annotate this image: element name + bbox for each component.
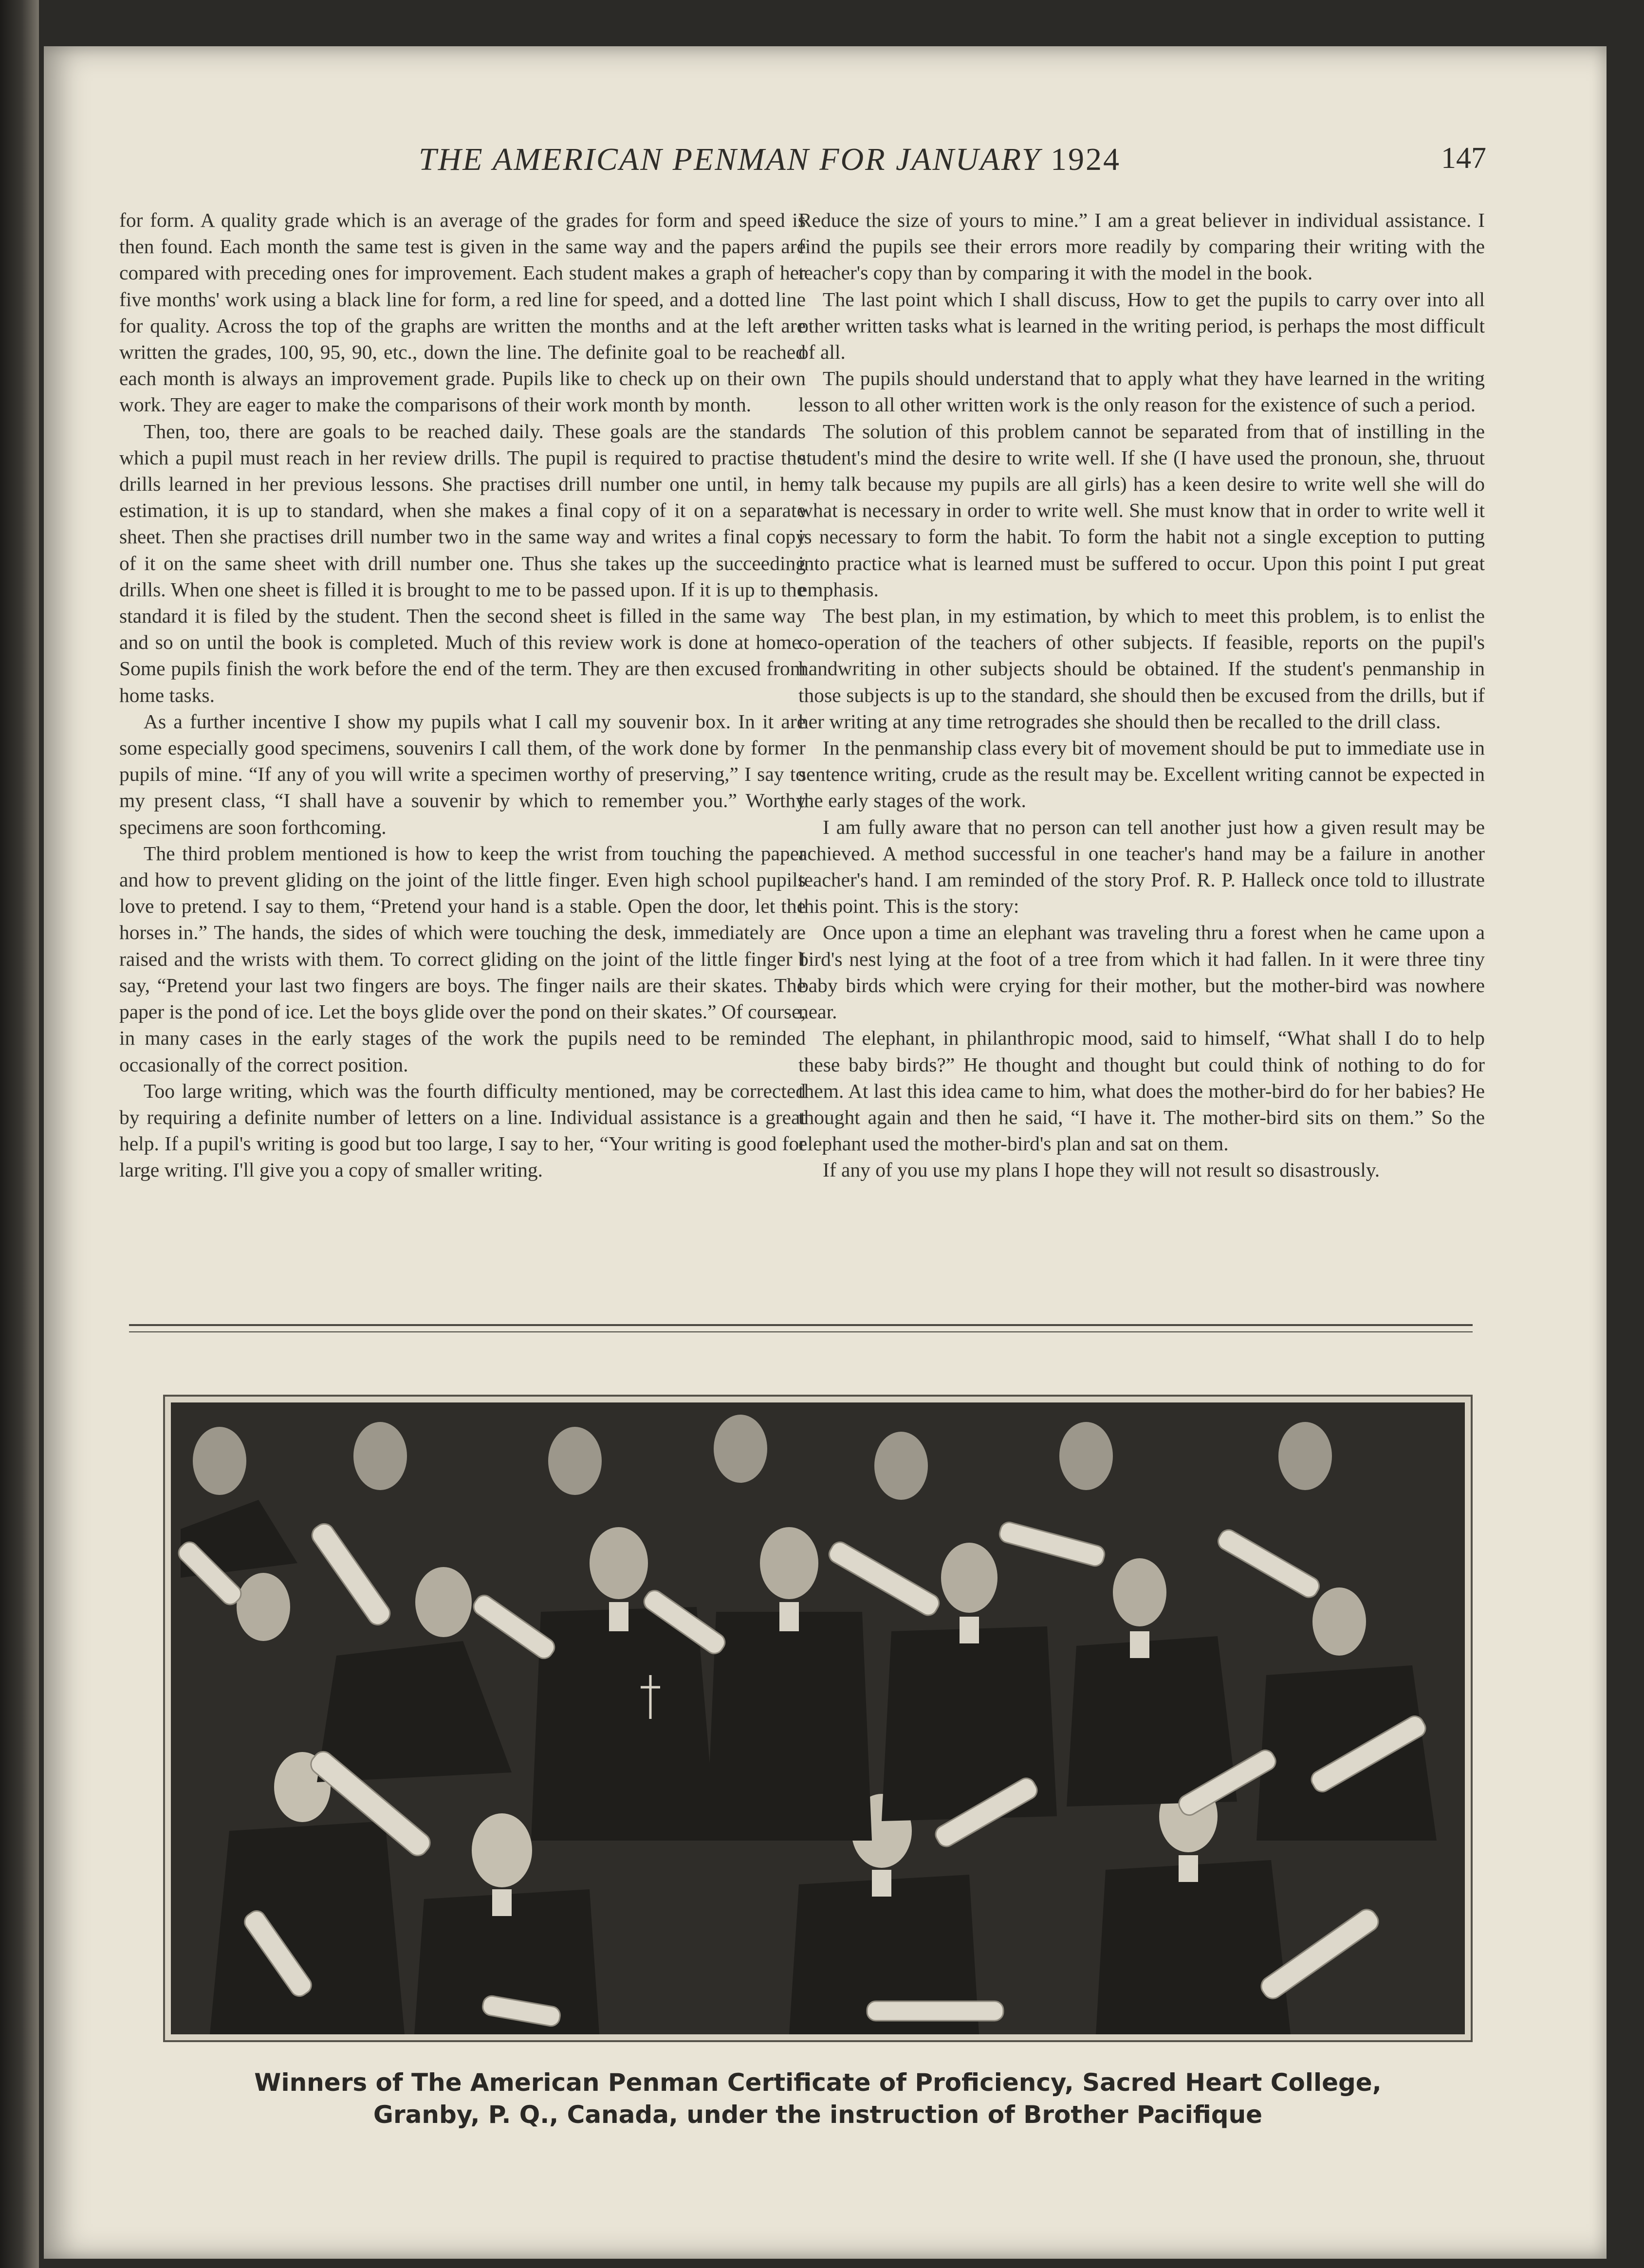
- section-divider: [129, 1331, 1473, 1332]
- book-spine: [0, 0, 39, 2268]
- photo-caption: [163, 2066, 1473, 2131]
- paragraph: The pupils should understand that to apply what they have learned in the writing lesson to all other written work is the only reason for the existence of such a period.: [798, 367, 1485, 416]
- paragraph: If any of you use my plans I hope they will not result so disastrously.: [823, 1159, 1380, 1181]
- paragraph: The elephant, in philanthropic mood, said to himself, “What shall I do to help these baby birds?” He thought and thought but could think of nothing to do for them. At last this idea came to him, what does the mother-bird do for her babies? He thought again and then he said, “I have it. The mother-bird sits on them.” So the elephant used the mother-bird's plan and sat on them.: [798, 1027, 1485, 1155]
- paragraph: Then, too, there are goals to be reached daily. These goals are the standards which a pupil must reach in her review drills. The pupil is required to practise the drills learned in her previous lessons. She practises drill number one until, in her estimation, it is up to standard, when she makes a final copy of it on a separate sheet. Then she practises drill number two in the same way and writes a final copy of it on the same sheet with drill number one. Thus she takes up the succeeding drills. When one sheet is filled it is brought to me to be passed upon. If it is up to the standard it is filed by the student. Then the second sheet is filled in the same way and so on until the book is completed. Much of this review work is done at home. Some pupils finish the work before the end of the term. They are then excused from home tasks.: [119, 420, 806, 706]
- magazine-page: [44, 46, 1607, 2259]
- caption-line: Granby, P. Q., Canada, under the instruction of Brother Pacifique: [373, 2101, 1263, 2129]
- group-photo-figures: [171, 1402, 1465, 2034]
- running-head-year: 1924: [1050, 142, 1121, 177]
- paragraph: The last point which I shall discuss, How to get the pupils to carry over into all other written tasks what is learned in the writing period, is perhaps the most difficult of all.: [798, 288, 1485, 364]
- running-head-title: THE AMERICAN PENMAN FOR JANUARY: [419, 142, 1041, 177]
- right-column: [798, 207, 1485, 1183]
- paragraph: Too large writing, which was the fourth difficulty mentioned, may be corrected by requiring a definite number of letters on a line. Individual assistance is a great help. If a pupil's writing is good but too large, I say to her, “Your writing is good for large writing. I'll give you a copy of smaller writing.: [119, 1079, 806, 1181]
- paragraph: The best plan, in my estimation, by which to meet this problem, is to enlist the co-operation of the teachers of other subjects. If feasible, reports on the pupil's handwriting in other subjects should be obtained. If the student's penmanship in those subjects is up to the standard, she should then be excused from the drills, but if her writing at any time retrogrades she should then be recalled to the drill class.: [798, 605, 1485, 733]
- paragraph: The third problem mentioned is how to keep the wrist from touching the paper and how to prevent gliding on the joint of the little finger. Even high school pupils love to pretend. I say to them, “Pretend your hand is a stable. Open the door, let the horses in.” The hands, the sides of which were touching the desk, immediately are raised and the wrists with them. To correct gliding on the joint of the little finger I say, “Pretend your last two fingers are boys. The finger nails are their skates. The paper is the pond of ice. Let the boys glide over the pond on their skates.” Of course, in many cases in the early stages of the work the pupils need to be reminded occasionally of the correct position.: [119, 842, 806, 1076]
- page-number: 147: [1441, 142, 1486, 175]
- paragraph: I am fully aware that no person can tell another just how a given result may be achieved. A method successful in one teacher's hand may be a failure in another teacher's hand. I am reminded of the story Prof. R. P. Halleck once told to illustrate this point. This is the story:: [798, 815, 1485, 918]
- left-column: [119, 207, 806, 1183]
- paragraph: for form. A quality grade which is an average of the grades for form and speed is then found. Each month the same test is given in the same way and the papers are compared with preceding ones for improvement. Each student makes a graph of her five months' work using a black line for form, a red line for speed, and a dotted line for quality. Across the top of the graphs are written the months and at the left are written the grades, 100, 95, 90, etc., down the line. The definite goal to be reached each month is always an improvement grade. Pupils like to check up on their own work. They are eager to make the comparisons of their work month by month.: [119, 209, 806, 416]
- running-head: [419, 141, 1198, 178]
- group-photograph: [171, 1402, 1465, 2034]
- paragraph: Reduce the size of yours to mine.” I am a great believer in individual assistance. I find the pupils see their errors more readily by comparing their writing with the teacher's copy than by comparing it with the model in the book.: [798, 209, 1485, 284]
- section-divider: [129, 1324, 1473, 1326]
- paragraph: In the penmanship class every bit of movement should be put to immediate use in sentence writing, crude as the result may be. Excellent writing cannot be expected in the early stages of the work.: [798, 737, 1485, 812]
- paragraph: Once upon a time an elephant was traveling thru a forest when he came upon a bird's nest lying at the foot of a tree from which it had fallen. In it were three tiny baby birds which were crying for their mother, but the mother-bird was nowhere near.: [798, 921, 1485, 1023]
- paragraph: The solution of this problem cannot be separated from that of instilling in the student's mind the desire to write well. If she (I have used the pronoun, she, thruout my talk because my pupils are all girls) has a keen desire to write well she will do what is necessary in order to write well. She must know that in order to write well it is necessary to form the habit. To form the habit not a single exception to putting into practice what is learned must be suffered to occur. Upon this point I put great emphasis.: [798, 420, 1485, 601]
- photo-frame: [163, 1395, 1473, 2042]
- paragraph: As a further incentive I show my pupils what I call my souvenir box. In it are some especially good specimens, souvenirs I call them, of the work done by former pupils of mine. “If any of you will write a specimen worthy of preserving,” I say to my present class, “I shall have a souvenir by which to remember you.” Worthy specimens are soon forthcoming.: [119, 710, 806, 838]
- caption-line: Winners of The American Penman Certificate of Proficiency, Sacred Heart College,: [254, 2068, 1382, 2097]
